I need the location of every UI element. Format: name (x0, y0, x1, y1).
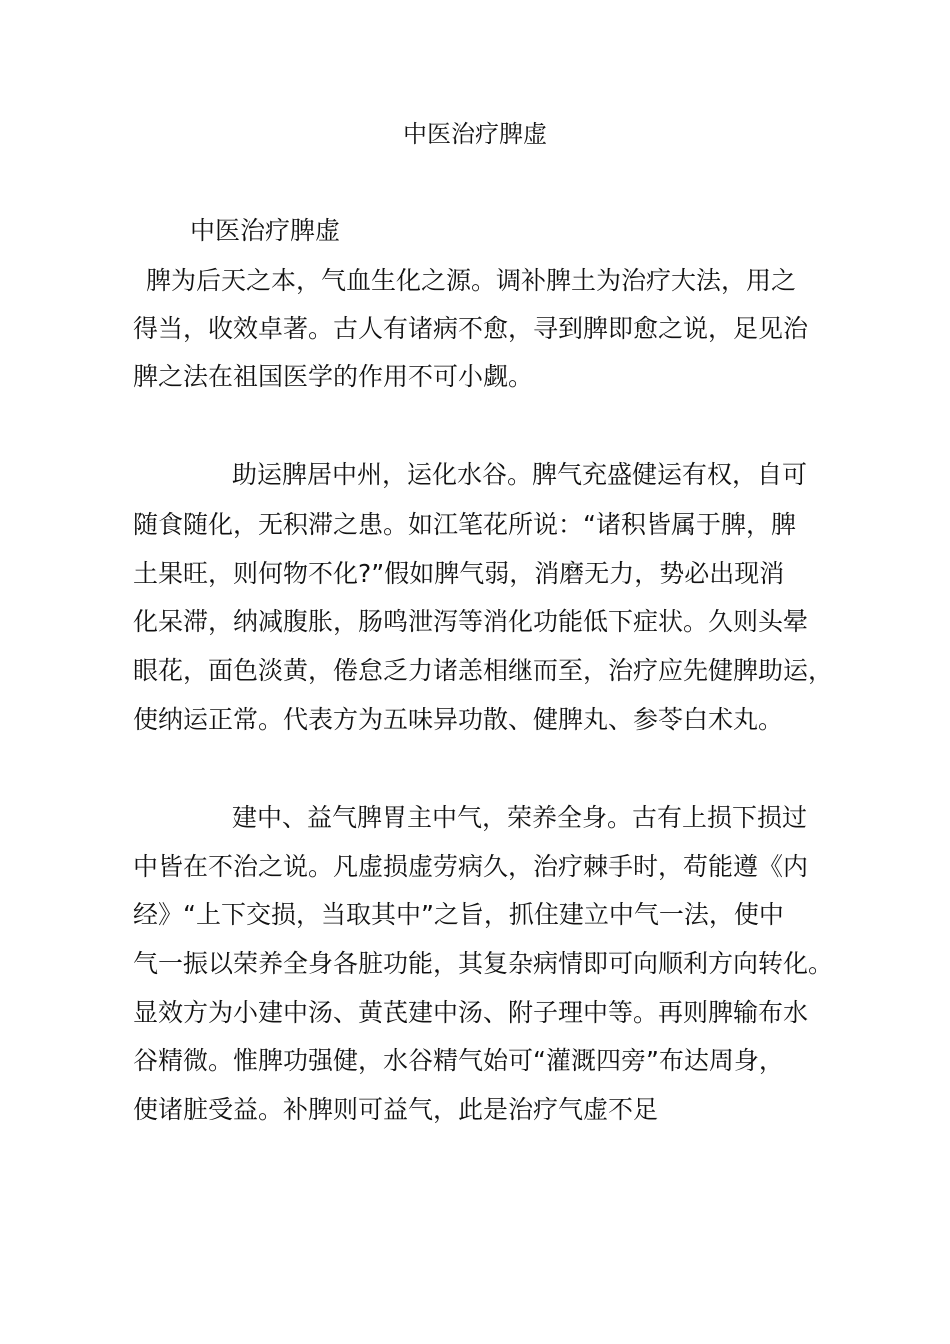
paragraph-line: 谷精微。惟脾功强健，水谷精气始可“灌溉四旁”布达周身， (133, 1046, 784, 1075)
paragraph-line: 土果旺，则何物不化?”假如脾气弱，消磨无力，势必出现消 (133, 559, 785, 588)
paragraph-line: 中皆在不治之说。凡虚损虚劳病久，治疗棘手时，苟能遵《内 (133, 852, 809, 881)
paragraph-line: 显效方为小建中汤、黄芪建中汤、附子理中等。再则脾输布水 (133, 998, 809, 1027)
paragraph-line: 使诸脏受益。补脾则可益气，此是治疗气虚不足 (133, 1095, 659, 1124)
paragraph-line: 随食随化，无积滞之患。如江笔花所说：“诸积皆属于脾，脾 (133, 510, 796, 539)
paragraph-line: 经》“上下交损，当取其中”之旨，抓住建立中气一法，使中 (133, 900, 784, 929)
document-title: 中医治疗脾虚 (403, 120, 547, 148)
paragraph-line: 得当，收效卓著。古人有诸病不愈，寻到脾即愈之说，足见治 (133, 314, 809, 343)
paragraph-line: 脾为后天之本，气血生化之源。调补脾土为治疗大法，用之 (146, 266, 797, 295)
paragraph-line: 气一振以荣养全身各脏功能，其复杂病情即可向顺利方向转化。 (133, 949, 834, 978)
document-subtitle: 中医治疗脾虚 (190, 216, 341, 245)
paragraph-line: 建中、益气脾胃主中气，荣养全身。古有上损下损过 (232, 803, 808, 832)
paragraph-line: 脾之法在祖国医学的作用不可小觑。 (133, 362, 534, 391)
paragraph-line: 使纳运正常。代表方为五味异功散、健脾丸、参苓白术丸。 (133, 705, 784, 734)
paragraph-line: 助运脾居中州，运化水谷。脾气充盛健运有权，自可 (232, 460, 808, 489)
paragraph-line: 眼花，面色淡黄，倦怠乏力诸恙相继而至，治疗应先健脾助运， (133, 656, 834, 685)
paragraph-line: 化呆滞，纳减腹胀，肠鸣泄泻等消化功能低下症状。久则头晕 (133, 607, 809, 636)
